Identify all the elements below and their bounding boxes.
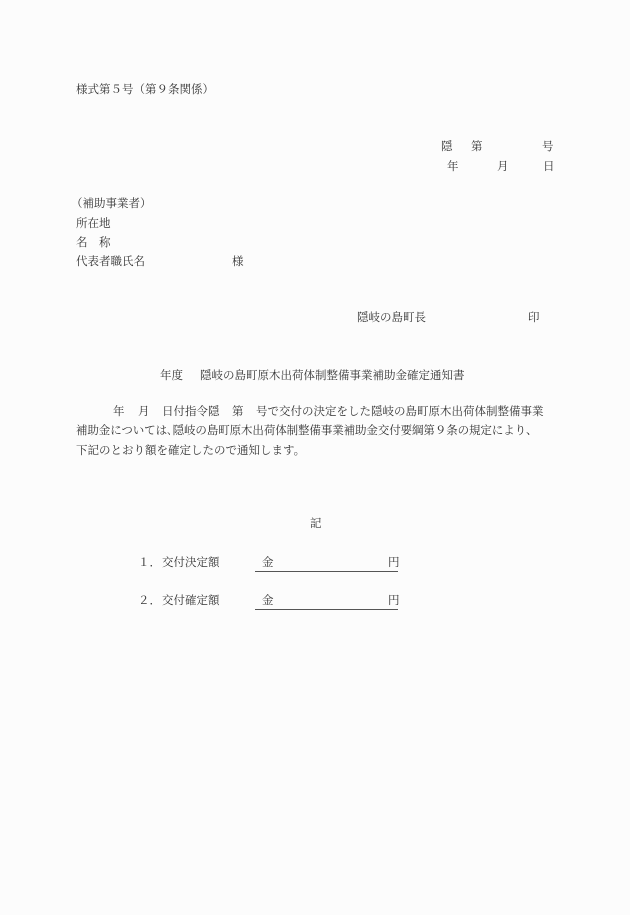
item-label: 交付確定額	[162, 593, 220, 607]
item-number: ２．	[138, 593, 161, 607]
number-prefix: 第	[471, 139, 483, 153]
amount-suffix: 円	[388, 593, 400, 607]
fiscal-year-label: 年度	[160, 368, 183, 382]
day-label: 日	[543, 159, 555, 173]
amount-prefix: 金	[262, 555, 274, 569]
item-number: １．	[138, 555, 161, 569]
amount-field-confirmed[interactable]	[255, 594, 398, 610]
form-label: 様式第５号（第９条関係）	[76, 82, 214, 96]
amount-prefix: 金	[262, 593, 274, 607]
amount-suffix: 円	[388, 555, 400, 569]
number-suffix: 号	[542, 139, 554, 153]
name-label: 名 称	[76, 235, 111, 249]
sender-title: 隠岐の島町長	[357, 310, 426, 324]
body-text-b: 第	[232, 404, 244, 418]
honorific: 様	[232, 254, 244, 268]
body-text-c: 号で交付の決定をした隠岐の島町原木出荷体制整備事業	[256, 404, 544, 418]
recipient-section-label: （補助事業者）	[71, 196, 152, 210]
body-line-3: 下記のとおり額を確定したので通知します。	[76, 443, 306, 457]
issuer-prefix: 隠	[441, 139, 453, 153]
address-label: 所在地	[76, 216, 111, 230]
body-text-a: 日付指令隠	[162, 404, 220, 418]
body-year: 年	[113, 404, 125, 418]
year-label: 年	[447, 159, 459, 173]
seal-mark: 印	[528, 310, 540, 324]
item-label: 交付決定額	[162, 555, 220, 569]
representative-label: 代表者職氏名	[76, 254, 145, 268]
amount-field-decided[interactable]	[255, 556, 398, 572]
body-month: 月	[138, 404, 150, 418]
title-text: 隠岐の島町原木出荷体制整備事業補助金確定通知書	[200, 368, 465, 382]
month-label: 月	[497, 159, 509, 173]
note-heading: 記	[310, 516, 322, 530]
body-line-2: 補助金については､隠岐の島町原木出荷体制整備事業補助金交付要綱第９条の規定により、	[76, 423, 538, 437]
